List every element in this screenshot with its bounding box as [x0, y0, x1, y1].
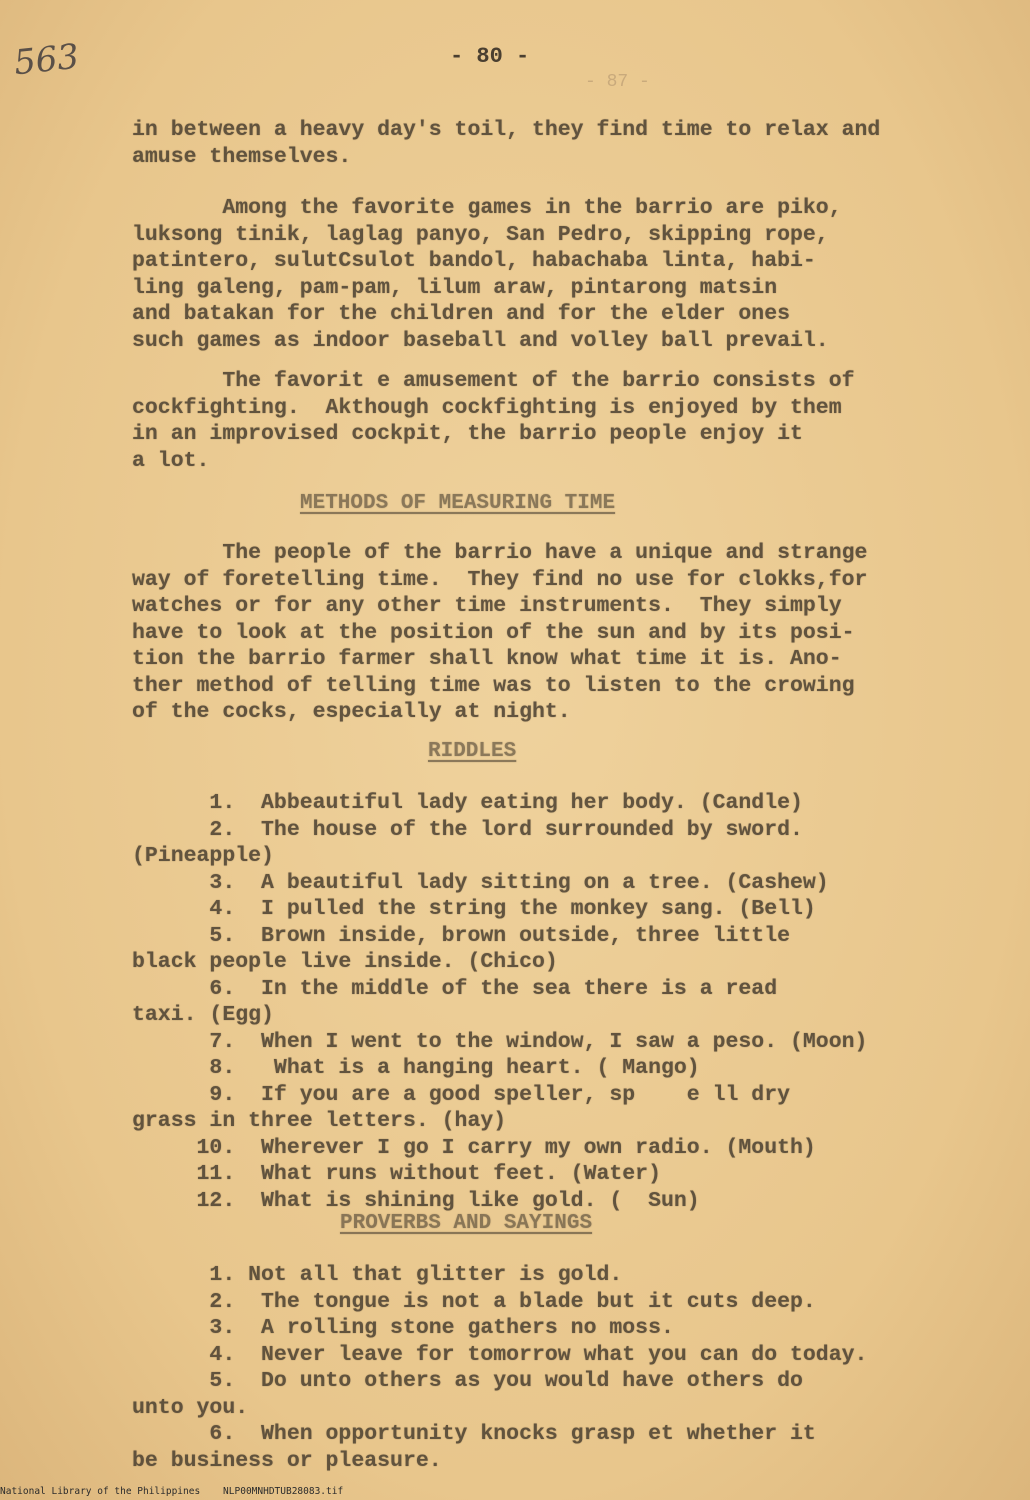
- handwritten-page-number: 563: [12, 36, 81, 84]
- ghost-page-number: - 87 -: [585, 72, 650, 92]
- riddles-list: 1. Abbeautiful lady eating her body. (Candle) 2. The house of the lord surrounded by sword. (Pineapple) 3. A beautiful lady sitting on a tree. (Cashew) 4. I pulled the string the monkey sang. (Bell) 5. Brown inside, brown outside, three little black people live inside. (Chico) 6. In the middle of the sea there is a read taxi. (Egg) 7. When I went to the window, I saw a peso. (Moon) 8. What is a hanging heart. ( Mango) 9. If you are a good speller, sp e ll dry grass in three letters. (hay) 10. Wherever I go I carry my own radio. (Mouth) 11. What runs without feet. (Water) 12. What is shining like gold. ( Sun): [132, 791, 868, 1213]
- proverbs-list: 1. Not all that glitter is gold. 2. The tongue is not a blade but it cuts deep. 3. A rolling stone gathers no moss. 4. Never leave for tomorrow what you can do today. 5. Do unto others as you would have others do unto you. 6. When opportunity knocks grasp et whether it be business or pleasure.: [132, 1263, 868, 1473]
- heading-riddles: RIDDLES: [428, 740, 517, 763]
- heading-measuring-time: METHODS OF MEASURING TIME: [300, 492, 616, 515]
- page-number: - 80 -: [450, 44, 530, 69]
- paragraph-games: Among the favorite games in the barrio are piko, luksong tinik, laglag panyo, San Pedro, skipping rope, patintero, sulutCsulot bandol, habachaba linta, habi- ling galeng, pam-pam, lilum araw, pintarong matsin and batakan for the children and for the elder ones such games as indoor baseball and volley ball prevail.: [132, 196, 842, 353]
- footer-source: National Library of the Philippines NLP00MNHDTUB28083.tif: [0, 1486, 344, 1497]
- paragraph-cockfighting: The favorit e amusement of the barrio consists of cockfighting. Akthough cockfighting is enjoyed by them in an improvised cockpit, the barrio people enjoy it a lot.: [132, 369, 855, 473]
- paragraph-time: The people of the barrio have a unique and strange way of foretelling time. They find no use for clokks,for watches or for any other time instruments. They simply have to look at the position of the sun and by its posi- tion the barrio farmer shall know what time it is. Ano- ther method of telling time was to listen to the crowing of the cocks, especially at night.: [132, 541, 868, 724]
- heading-proverbs: PROVERBS AND SAYINGS: [340, 1212, 593, 1235]
- paragraph-leisure: in between a heavy day's toil, they find time to relax and amuse themselves.: [132, 118, 881, 169]
